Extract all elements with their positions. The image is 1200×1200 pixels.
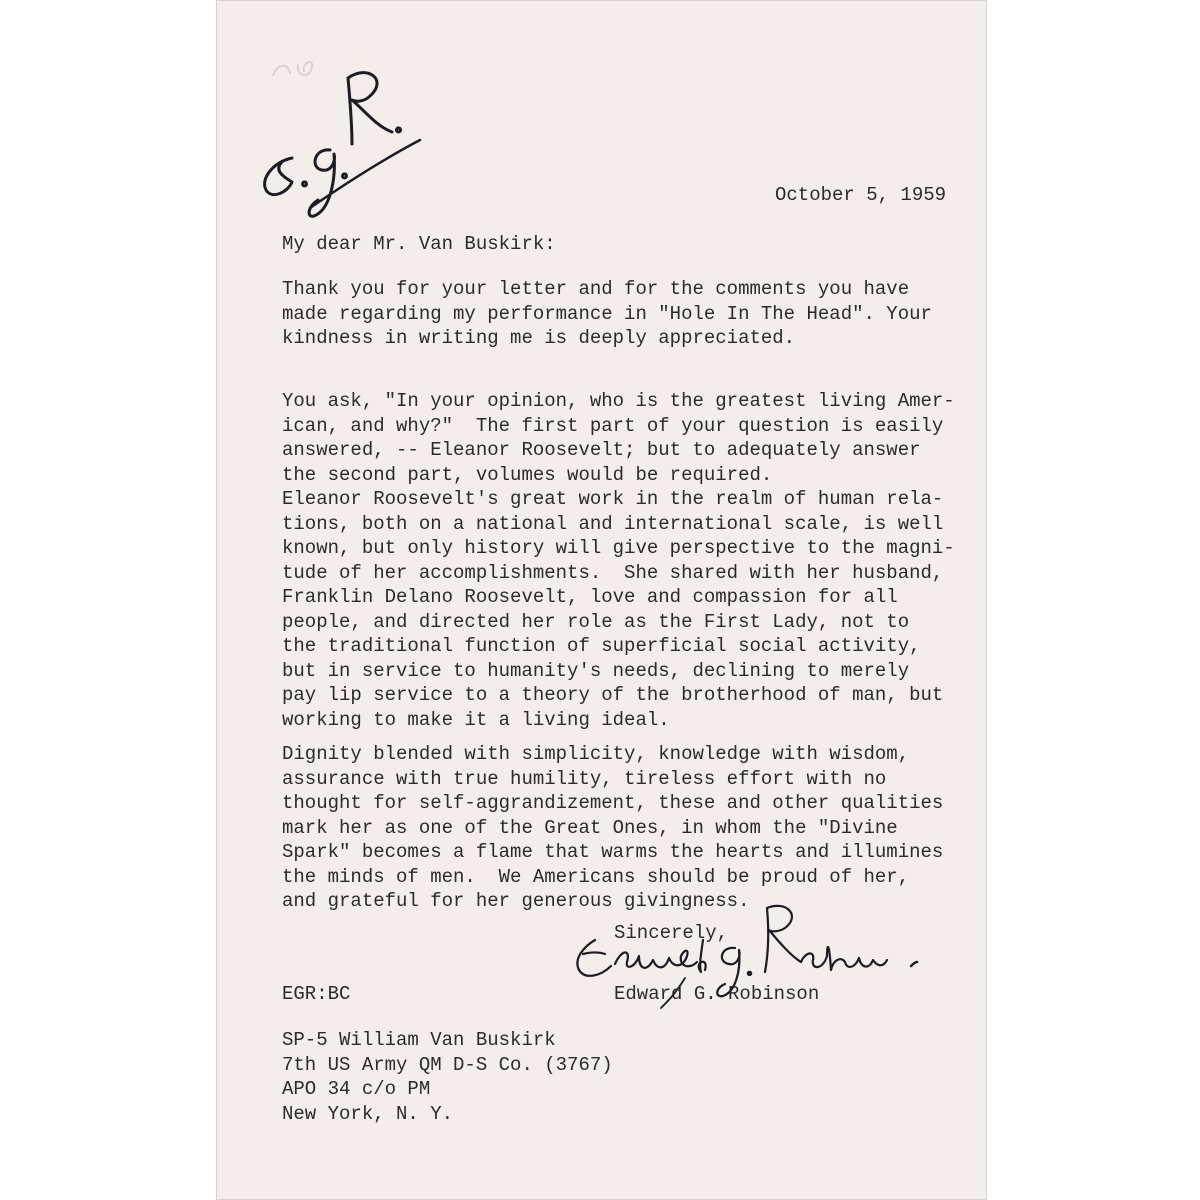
- typed-signer-name: Edward G. Robinson: [614, 983, 820, 1005]
- letter-date: October 5, 1959: [775, 184, 947, 206]
- body-paragraph-3: Eleanor Roosevelt's great work in the realm of human rela- tions, both on a national and international scale, is well known, but only history will give perspective to the magni- tude of her accomplishments. She shared with her husband, Franklin Delano Roosevelt, love and compassion for all people, and directed her role as the First Lady, not to the traditional function of superficial social activity, but in service to humanity's needs, declining to merely pay lip service to a theory of the brotherhood of man, but working to make it a living ideal.: [282, 488, 955, 731]
- body-paragraph-4: Dignity blended with simplicity, knowledge with wisdom, assurance with true humility, tireless effort with no thought for self-aggrandizement, these and other qualities mark her as one of the Great Ones, in whom the "Divine Spark" becomes a flame that warms the hearts and illumines the minds of men. We Americans should be proud of her, and grateful for her generous givingness.: [282, 743, 944, 912]
- salutation: My dear Mr. Van Buskirk:: [282, 233, 556, 255]
- recipient-address: SP-5 William Van Buskirk 7th US Army QM D-S Co. (3767) APO 34 c/o PM New York, N. Y.: [282, 1029, 613, 1125]
- initials-signature: [252, 50, 432, 220]
- body-paragraph-2: You ask, "In your opinion, who is the greatest living Amer- ican, and why?" The first part of your question is easily answered, -- Eleanor Roosevelt; but to adequately answer the second part, volumes would be required.: [282, 390, 955, 486]
- handwritten-signature: [565, 900, 935, 1010]
- reference-initials: EGR:BC: [282, 983, 351, 1005]
- closing: Sincerely,: [614, 922, 729, 944]
- body-paragraph-1: Thank you for your letter and for the comments you have made regarding my performance in "Hole In The Head". Your kindness in writing me is deeply appreciated.: [282, 278, 932, 349]
